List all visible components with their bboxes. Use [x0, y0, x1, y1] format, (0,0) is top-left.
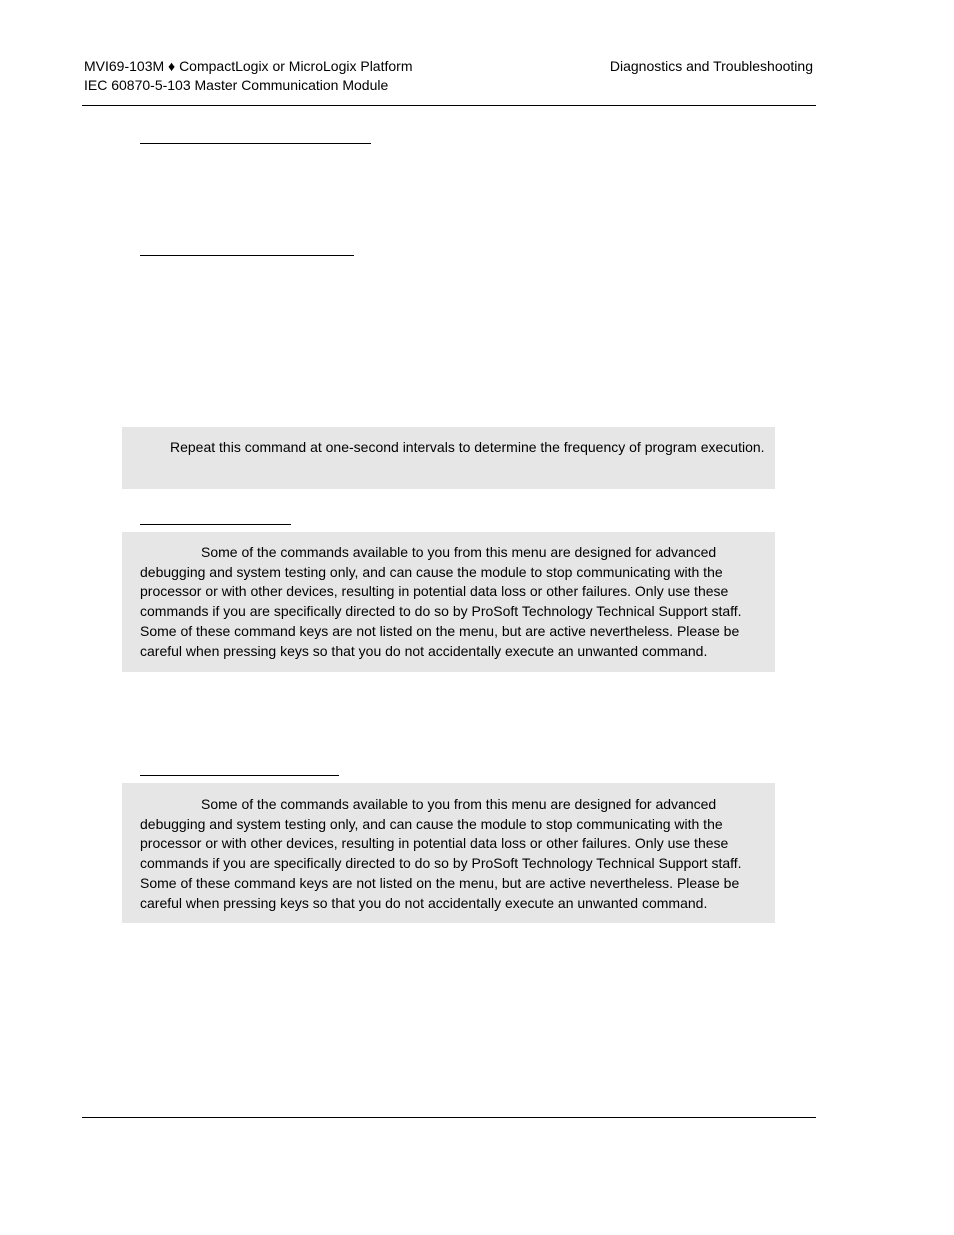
warning-box — [122, 532, 775, 672]
footer-rule — [82, 1117, 816, 1118]
warning-text: Some of the commands available to you from this menu are designed for advanced debugging and system testing only, and can cause the module to stop communicating with the processor or with other devices, resulting in potential data loss or other failures. Only use these commands if you are specifically directed to do so by ProSoft Technology Technical Support staff. Some of these command keys are not listed on the menu, but are active nevertheless. Please be careful when pressing keys so that you do not accidentally execute an unwanted command. — [140, 544, 742, 659]
section-heading-underline — [140, 775, 339, 776]
header-product-title: MVI69-103M ♦ CompactLogix or MicroLogix Platform — [84, 58, 413, 74]
tip-box — [122, 427, 775, 489]
tip-text: Repeat this command at one-second intervals to determine the frequency of program execution. — [170, 439, 765, 455]
warning-text: Some of the commands available to you from this menu are designed for advanced debugging and system testing only, and can cause the module to stop communicating with the processor or with other devices, resulting in potential data loss or other failures. Only use these commands if you are specifically directed to do so by ProSoft Technology Technical Support staff. Some of these command keys are not listed on the menu, but are active nevertheless. Please be careful when pressing keys so that you do not accidentally execute an unwanted command. — [140, 796, 742, 911]
header-product-subtitle: IEC 60870-5-103 Master Communication Module — [84, 77, 389, 93]
header-section-title: Diagnostics and Troubleshooting — [609, 58, 813, 74]
section-heading-underline — [140, 524, 291, 525]
section-heading-underline — [140, 255, 354, 256]
header-rule — [82, 105, 816, 106]
section-heading-underline — [140, 143, 371, 144]
warning-box — [122, 783, 775, 923]
